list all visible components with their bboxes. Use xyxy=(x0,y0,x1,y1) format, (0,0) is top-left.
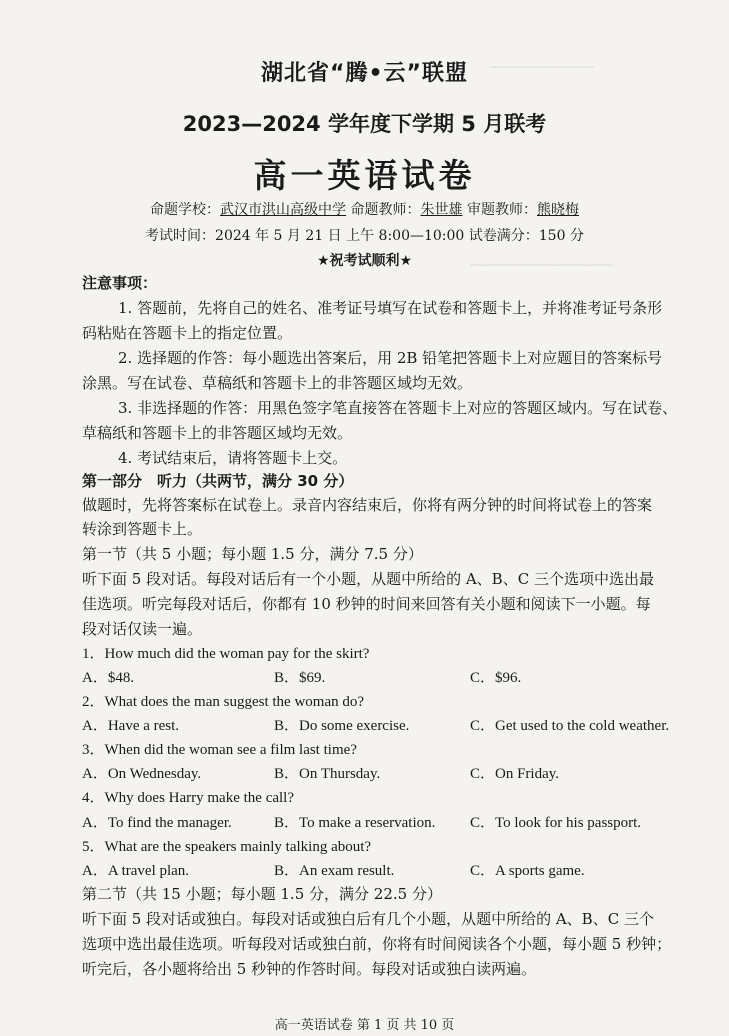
exam-title: 2023—2024 学年度下学期 5 月联考 xyxy=(182,112,547,136)
option-b: B．An exam result. xyxy=(274,863,395,879)
section1-directions: 听下面 5 段对话。每段对话后有一个小题，从题中所给的 A、B、C 三个选项中选出最 xyxy=(82,570,654,588)
bleed-through-text: ~~~~~~~~~~~~~~~~ xyxy=(490,60,594,74)
part1-heading: 第一部分 听力（共两节，满分 30 分） xyxy=(82,472,354,490)
question-stem: 2．What does the man suggest the woman do? xyxy=(82,694,365,710)
option-b: B．Do some exercise. xyxy=(274,718,410,734)
section2-directions-cont: 听完后，各小题将给出 5 秒钟的作答时间。每段对话或独白读两遍。 xyxy=(82,960,537,978)
option-b: B．To make a reservation. xyxy=(274,815,436,831)
option-a: A．$48. xyxy=(82,670,135,686)
option-c: C．A sports game. xyxy=(470,863,585,879)
section2-heading: 第二节（共 15 小题；每小题 1.5 分，满分 22.5 分） xyxy=(82,885,442,903)
option-a: A．A travel plan. xyxy=(82,863,190,879)
part1-intro: 做题时，先将答案标在试卷上。录音内容结束后，你将有两分钟的时间将试卷上的答案 xyxy=(82,496,653,514)
school-name: 武汉市洪山高级中学 xyxy=(220,202,347,218)
option-c: C．On Friday. xyxy=(470,766,560,782)
option-c: C．To look for his passport. xyxy=(470,815,642,831)
bleed-through-text: ~~~~~~~~~~~~~~~~~~~~~~ xyxy=(470,258,613,272)
notice-heading: 注意事项： xyxy=(82,274,158,292)
notice-item-2-cont: 涂黑。写在试卷、草稿纸和答题卡上的非答题区域均无效。 xyxy=(82,374,473,392)
teacher-name: 朱世雄 xyxy=(420,202,463,218)
notice-item-4: 4. 考试结束后，请将答题卡上交。 xyxy=(118,449,348,467)
section2-directions-cont: 选项中选出最佳选项。听每段对话或独白前，你将有时间阅读各个小题，每小题 5 秒钟； xyxy=(82,935,672,953)
exam-time-line: 考试时间：2024 年 5 月 21 日 上午 8:00—10:00 试卷满分：150 分 xyxy=(145,228,584,244)
option-a: A．To find the manager. xyxy=(82,815,232,831)
author-line xyxy=(0,199,729,219)
section1-heading: 第一节（共 5 小题；每小题 1.5 分，满分 7.5 分） xyxy=(82,545,423,563)
notice-item-3: 3. 非选择题的作答：用黑色签字笔直接答在答题卡上对应的答题区域内。写在试卷、 xyxy=(118,399,678,417)
notice-item-1: 1. 答题前，先将自己的姓名、准考证号填写在试卷和答题卡上，并将准考证号条形 xyxy=(118,299,663,317)
teacher-label: 命题教师： xyxy=(350,202,421,218)
notice-item-1-cont: 码粘贴在答题卡上的指定位置。 xyxy=(82,324,293,342)
option-a: A．On Wednesday. xyxy=(82,766,202,782)
good-luck-wish: ★祝考试顺利★ xyxy=(316,253,413,269)
question-stem: 1．How much did the woman pay for the skirt? xyxy=(82,646,370,662)
reviewer-label: 审题教师： xyxy=(466,202,537,218)
option-c: C．$96. xyxy=(470,670,522,686)
part1-intro-cont: 转涂到答题卡上。 xyxy=(82,520,203,538)
question-stem: 3．When did the woman see a film last time? xyxy=(82,742,357,758)
page-footer: 高一英语试卷 第 1 页 共 10 页 xyxy=(274,1018,455,1033)
option-b: B．$69. xyxy=(274,670,326,686)
option-b: B．On Thursday. xyxy=(274,766,381,782)
paper-title: 高一英语试卷 xyxy=(253,156,476,195)
option-c: C．Get used to the cold weather. xyxy=(470,718,670,734)
alliance-title: 湖北省“腾•云”联盟 xyxy=(261,61,468,86)
notice-item-3-cont: 草稿纸和答题卡上的非答题区域均无效。 xyxy=(82,424,353,442)
section2-directions: 听下面 5 段对话或独白。每段对话或独白后有几个小题，从题中所给的 A、B、C 三个 xyxy=(82,910,654,928)
reviewer-name: 熊晓梅 xyxy=(536,202,579,218)
question-stem: 4．Why does Harry make the call? xyxy=(82,790,294,806)
option-a: A．Have a rest. xyxy=(82,718,180,734)
section1-directions-cont: 段对话仅读一遍。 xyxy=(82,620,203,638)
notice-item-2: 2. 选择题的作答：每小题选出答案后，用 2B 铅笔把答题卡上对应题目的答案标号 xyxy=(118,349,663,367)
section1-directions-cont: 佳选项。听完每段对话后，你都有 10 秒钟的时间来回答有关小题和阅读下一小题。每 xyxy=(82,595,651,613)
school-label: 命题学校： xyxy=(150,202,221,218)
question-stem: 5．What are the speakers mainly talking about? xyxy=(82,839,372,855)
